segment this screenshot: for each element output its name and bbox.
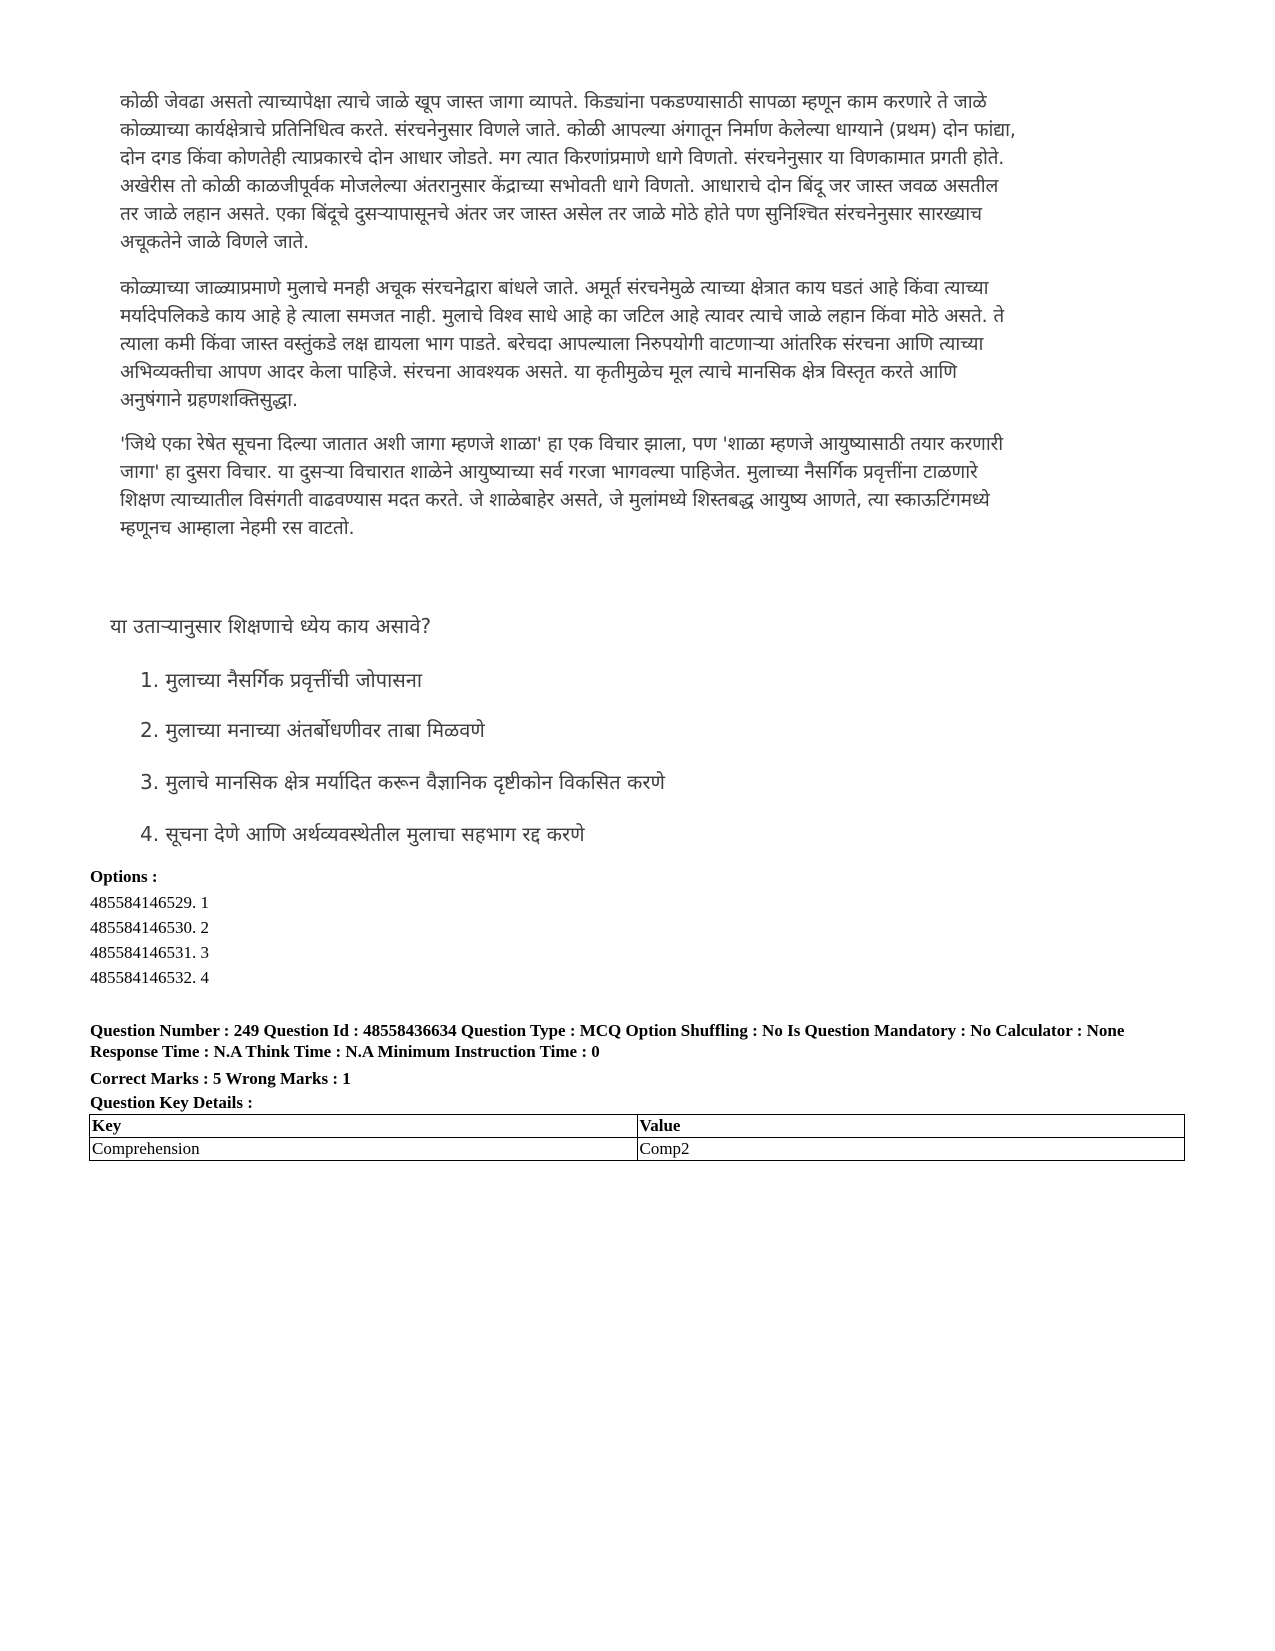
answer-choice-1: 1. मुलाच्या नैसर्गिक प्रवृत्तींची जोपासना bbox=[140, 668, 423, 692]
table-row bbox=[90, 1138, 1185, 1161]
table-cell-value: Comp2 bbox=[637, 1138, 1185, 1161]
passage-paragraph-1: कोळी जेवढा असतो त्याच्यापेक्षा त्याचे जाळे खूप जास्त जागा व्यापते. किड्यांना पकडण्यासाठी सापळा म्हणून काम करणारे ते जाळे कोळ्याच्या कार्यक्षेत्राचे प्रतिनिधित्व करते. संरचनेनुसार विणले जाते. कोळी आपल्या अंगातून निर्माण केलेल्या धाग्याने (प्रथम) दोन फांद्या, दोन दगड किंवा कोणतेही त्याप्रकारचे दोन आधार जोडते. मग त्यात किरणांप्रमाणे धागे विणतो. संरचनेनुसार या विणकामात प्रगती होते. अखेरीस तो कोळी काळजीपूर्वक मोजलेल्या अंतरानुसार केंद्राच्या सभोवती धागे विणतो. आधाराचे दोन बिंदू जर जास्त जवळ असतील तर जाळे लहान असते. एका बिंदूचे दुसऱ्यापासूनचे अंतर जर जास्त असेल तर जाळे मोठे होते पण सुनिश्चित संरचनेनुसार सारख्याच अचूकतेने जाळे विणले जाते. bbox=[120, 91, 1016, 253]
passage-paragraph-3: 'जिथे एका रेषेत सूचना दिल्या जातात अशी जागा म्हणजे शाळा' हा एक विचार झाला, पण 'शाळा म्हणजे आयुष्यासाठी तयार करणारी जागा' हा दुसरा विचार. या दुसऱ्या विचारात शाळेने आयुष्याच्या सर्व गरजा भागवल्या पाहिजेत. मुलाच्या नैसर्गिक प्रवृत्तींना टाळणारे शिक्षण त्याच्यातील विसंगती वाढवण्यास मदत करते. जे शाळेबाहेर असते, जे मुलांमध्ये शिस्तबद्ध आयुष्य आणते, त्या स्काऊटिंगमध्ये म्हणूनच आम्हाला नेहमी रस वाटतो. bbox=[120, 433, 1004, 539]
key-details-table bbox=[89, 1114, 1185, 1161]
key-details-heading: Question Key Details : bbox=[90, 1093, 253, 1112]
options-list bbox=[90, 890, 209, 990]
marks-line: Correct Marks : 5 Wrong Marks : 1 bbox=[90, 1069, 351, 1088]
table-cell-key: Comprehension bbox=[90, 1138, 638, 1161]
option-item: 485584146529. 1 bbox=[90, 893, 209, 912]
answer-choice-4: 4. सूचना देणे आणि अर्थव्यवस्थेतील मुलाचा सहभाग रद्द करणे bbox=[140, 822, 585, 846]
option-item: 485584146530. 2 bbox=[90, 918, 209, 937]
answer-choice-3: 3. मुलाचे मानसिक क्षेत्र मर्यादित करून वैज्ञानिक दृष्टीकोन विकसित करणे bbox=[140, 770, 665, 794]
table-header-row bbox=[90, 1115, 1185, 1138]
answer-choice-2: 2. मुलाच्या मनाच्या अंतर्बोधणीवर ताबा मिळवणे bbox=[140, 718, 485, 742]
passage-paragraph-2: कोळ्याच्या जाळ्याप्रमाणे मुलाचे मनही अचूक संरचनेद्वारा बांधले जाते. अमूर्त संरचनेमुळे त्याच्या क्षेत्रात काय घडतं आहे किंवा त्याच्या मर्यादेपलिकडे काय आहे हे त्याला समजत नाही. मुलाचे विश्व साधे आहे का जटिल आहे त्यावर त्याचे जाळे लहान किंवा मोठे असते. ते त्याला कमी किंवा जास्त वस्तुंकडे लक्ष द्यायला भाग पाडते. बरेचदा आपल्याला निरुपयोगी वाटणाऱ्या आंतरिक संरचना आणि त्याच्या अभिव्यक्तीचा आपण आदर केला पाहिजे. संरचना आवश्यक असते. या कृतीमुळेच मूल त्याचे मानसिक क्षेत्र विस्तृत करते आणि अनुषंगाने ग्रहणशक्तिसुद्धा. bbox=[120, 277, 1004, 411]
question-metadata: Question Number : 249 Question Id : 48558436634 Question Type : MCQ Option Shuffling : No Is Question Mandatory : No Calculator : None Response Time : N.A Think Time : N.A Minimum Instruction Time : 0 bbox=[90, 1021, 1125, 1061]
option-item: 485584146532. 4 bbox=[90, 968, 209, 987]
option-item: 485584146531. 3 bbox=[90, 943, 209, 962]
table-header-value: Value bbox=[637, 1115, 1185, 1138]
table-header-key: Key bbox=[90, 1115, 638, 1138]
options-heading: Options : bbox=[90, 867, 158, 886]
question-text: या उताऱ्यानुसार शिक्षणाचे ध्येय काय असावे? bbox=[110, 614, 432, 638]
scanned-passage-image bbox=[100, 78, 1040, 848]
